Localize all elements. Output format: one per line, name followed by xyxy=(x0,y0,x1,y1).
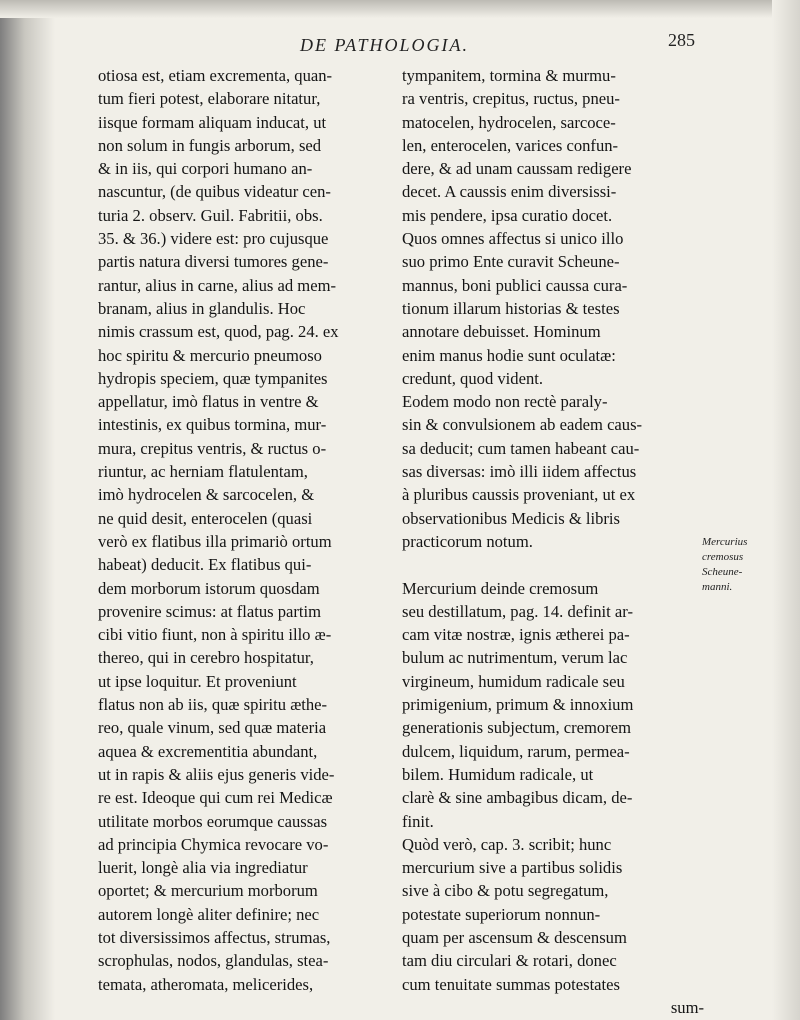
text-line: sas diversas: imò illi iidem affectus xyxy=(402,462,637,482)
text-line: dulcem, liquidum, rarum, permea- xyxy=(402,741,630,761)
text-line: potestate superiorum nonnun- xyxy=(402,904,601,924)
text-line: tum fieri potest, elaborare nitatur, xyxy=(98,89,321,109)
text-line: flatus non ab iis, quæ spiritu æthe- xyxy=(98,695,328,715)
text-line: intestinis, ex quibus tormina, mur- xyxy=(98,415,327,435)
text-line: matocelen, hydrocelen, sarcoce- xyxy=(402,112,616,132)
text-line: mannus, boni publici caussa cura- xyxy=(402,275,628,295)
text-line: verò ex flatibus illa primariò ortum xyxy=(98,531,332,551)
text-line: suo primo Ente curavit Scheune- xyxy=(402,252,620,272)
text-line: annotare debuisset. Hominum xyxy=(402,322,601,342)
text-line: generationis subjectum, cremorem xyxy=(402,718,632,738)
marginal-note-line: manni. xyxy=(702,581,733,593)
text-line: habeat) deducit. Ex flatibus qui- xyxy=(98,555,312,575)
text-line: ne quid desit, enterocelen (quasi xyxy=(98,508,313,528)
text-line: ad principia Chymica revocare vo- xyxy=(98,834,329,854)
text-line: ra ventris, crepitus, ructus, pneu- xyxy=(402,89,620,109)
text-line: observationibus Medicis & libris xyxy=(402,508,621,528)
text-line: 35. & 36.) videre est: pro cujusque xyxy=(98,229,329,249)
text-line: luerit, longè alia via ingrediatur xyxy=(98,858,308,878)
text-line: hoc spiritu & mercurio pneumoso xyxy=(98,345,322,365)
left-text-column xyxy=(98,64,396,996)
text-line: otiosa est, etiam excrementa, quan- xyxy=(98,66,333,85)
text-line: Mercurium deinde cremosum xyxy=(402,578,599,598)
text-line: scrophulas, nodos, glandulas, stea- xyxy=(98,951,329,971)
text-line: mis pendere, ipsa curatio docet. xyxy=(402,205,613,225)
text-line: tot diversissimos affectus, strumas, xyxy=(98,927,331,947)
text-line: bilem. Humidum radicale, ut xyxy=(402,764,594,784)
text-line: credunt, quod vident. xyxy=(402,368,544,388)
marginal-note-line: Mercurius xyxy=(702,536,748,548)
text-line: ut ipse loquitur. Et proveniunt xyxy=(98,671,297,691)
text-line: tympanitem, tormina & murmu- xyxy=(402,66,616,85)
text-line: virgineum, humidum radicale seu xyxy=(402,671,625,691)
text-line: ut in rapis & aliis ejus generis vide- xyxy=(98,764,335,784)
text-line: autorem longè aliter definire; nec xyxy=(98,904,320,924)
text-line: mercurium sive a partibus solidis xyxy=(402,858,623,878)
marginal-note-line: cremosus xyxy=(702,551,744,563)
text-line: sin & convulsionem ab eadem caus- xyxy=(402,415,643,435)
text-line: tionum illarum historias & testes xyxy=(402,298,620,318)
text-line: dem morborum istorum quosdam xyxy=(98,578,320,598)
text-line: enim manus hodie sunt oculatæ: xyxy=(402,345,616,365)
text-line: Eodem modo non rectè paraly- xyxy=(402,392,608,412)
text-line: aquea & excrementitia abundant, xyxy=(98,741,318,761)
text-line: oportet; & mercurium morborum xyxy=(98,881,318,901)
text-line: nascuntur, (de quibus videatur cen- xyxy=(98,182,331,202)
text-line: nimis crassum est, quod, pag. 24. ex xyxy=(98,322,339,342)
text-line: practicorum notum. xyxy=(402,531,533,551)
text-line: partis natura diversi tumores gene- xyxy=(98,252,329,272)
text-line: reo, quale vinum, sed quæ materia xyxy=(98,718,327,738)
text-line: sa deducit; cum tamen habeant cau- xyxy=(402,438,640,458)
text-line: turia 2. observ. Guil. Fabritii, obs. xyxy=(98,205,323,225)
right-text-column xyxy=(402,64,704,1019)
marginal-note-line: Scheune- xyxy=(702,566,743,578)
text-line: mura, crepitus ventris, & ructus o- xyxy=(98,438,327,458)
text-line: utilitate morbos eorumque caussas xyxy=(98,811,328,831)
top-edge-shadow xyxy=(0,0,800,18)
text-line: & in iis, qui corpori humano an- xyxy=(98,159,313,179)
text-line: decet. A caussis enim diversissi- xyxy=(402,182,617,202)
text-line: tam diu circulari & rotari, donec xyxy=(402,951,617,971)
marginal-note xyxy=(702,535,747,595)
text-line: len, enterocelen, varices confun- xyxy=(402,135,619,155)
page-number: 285 xyxy=(668,30,695,50)
text-line: re est. Ideoque qui cum rei Medicæ xyxy=(98,788,333,808)
text-line: hydropis speciem, quæ tympanites xyxy=(98,368,328,388)
paragraph-gap xyxy=(402,553,704,576)
text-line: Quos omnes affectus si unico illo xyxy=(402,229,624,249)
text-line: primigenium, primum & innoxium xyxy=(402,695,634,715)
text-line: clarè & sine ambagibus dicam, de- xyxy=(402,788,633,808)
text-line: sive à cibo & potu segregatum, xyxy=(402,881,609,901)
text-line: branam, alius in glandulis. Hoc xyxy=(98,298,306,318)
text-line: provenire scimus: at flatus partim xyxy=(98,601,322,621)
text-line: appellatur, imò flatus in ventre & xyxy=(98,392,319,412)
text-line: cam vitæ nostræ, ignis ætherei pa- xyxy=(402,625,630,645)
right-edge-shadow xyxy=(772,0,800,1020)
running-head: DE PATHOLOGIA. xyxy=(300,35,470,55)
text-line: imò hydrocelen & sarcocelen, & xyxy=(98,485,315,505)
text-line: rantur, alius in carne, alius ad mem- xyxy=(98,275,337,295)
catchword: sum- xyxy=(670,997,704,1017)
text-line: temata, atheromata, melicerides, xyxy=(98,974,314,994)
text-line: bulum ac nutrimentum, verum lac xyxy=(402,648,628,668)
text-line: riuntur, ac herniam flatulentam, xyxy=(98,462,308,482)
text-line: iisque formam aliquam inducat, ut xyxy=(98,112,327,132)
text-line: non solum in fungis arborum, sed xyxy=(98,135,322,155)
text-line: seu destillatum, pag. 14. definit ar- xyxy=(402,601,633,621)
text-line: Quòd verò, cap. 3. scribit; hunc xyxy=(402,834,612,854)
text-line: cum tenuitate summas potestates xyxy=(402,974,620,994)
text-line: thereo, qui in cerebro hospitatur, xyxy=(98,648,314,668)
text-line: finit. xyxy=(402,811,434,831)
text-line: cibi vitio fiunt, non à spiritu illo æ- xyxy=(98,625,332,645)
text-line: quam per ascensum & descensum xyxy=(402,927,627,947)
text-line: à pluribus caussis proveniant, ut ex xyxy=(402,485,636,505)
text-line: dere, & ad unam caussam redigere xyxy=(402,159,632,179)
binding-shadow xyxy=(0,0,55,1020)
